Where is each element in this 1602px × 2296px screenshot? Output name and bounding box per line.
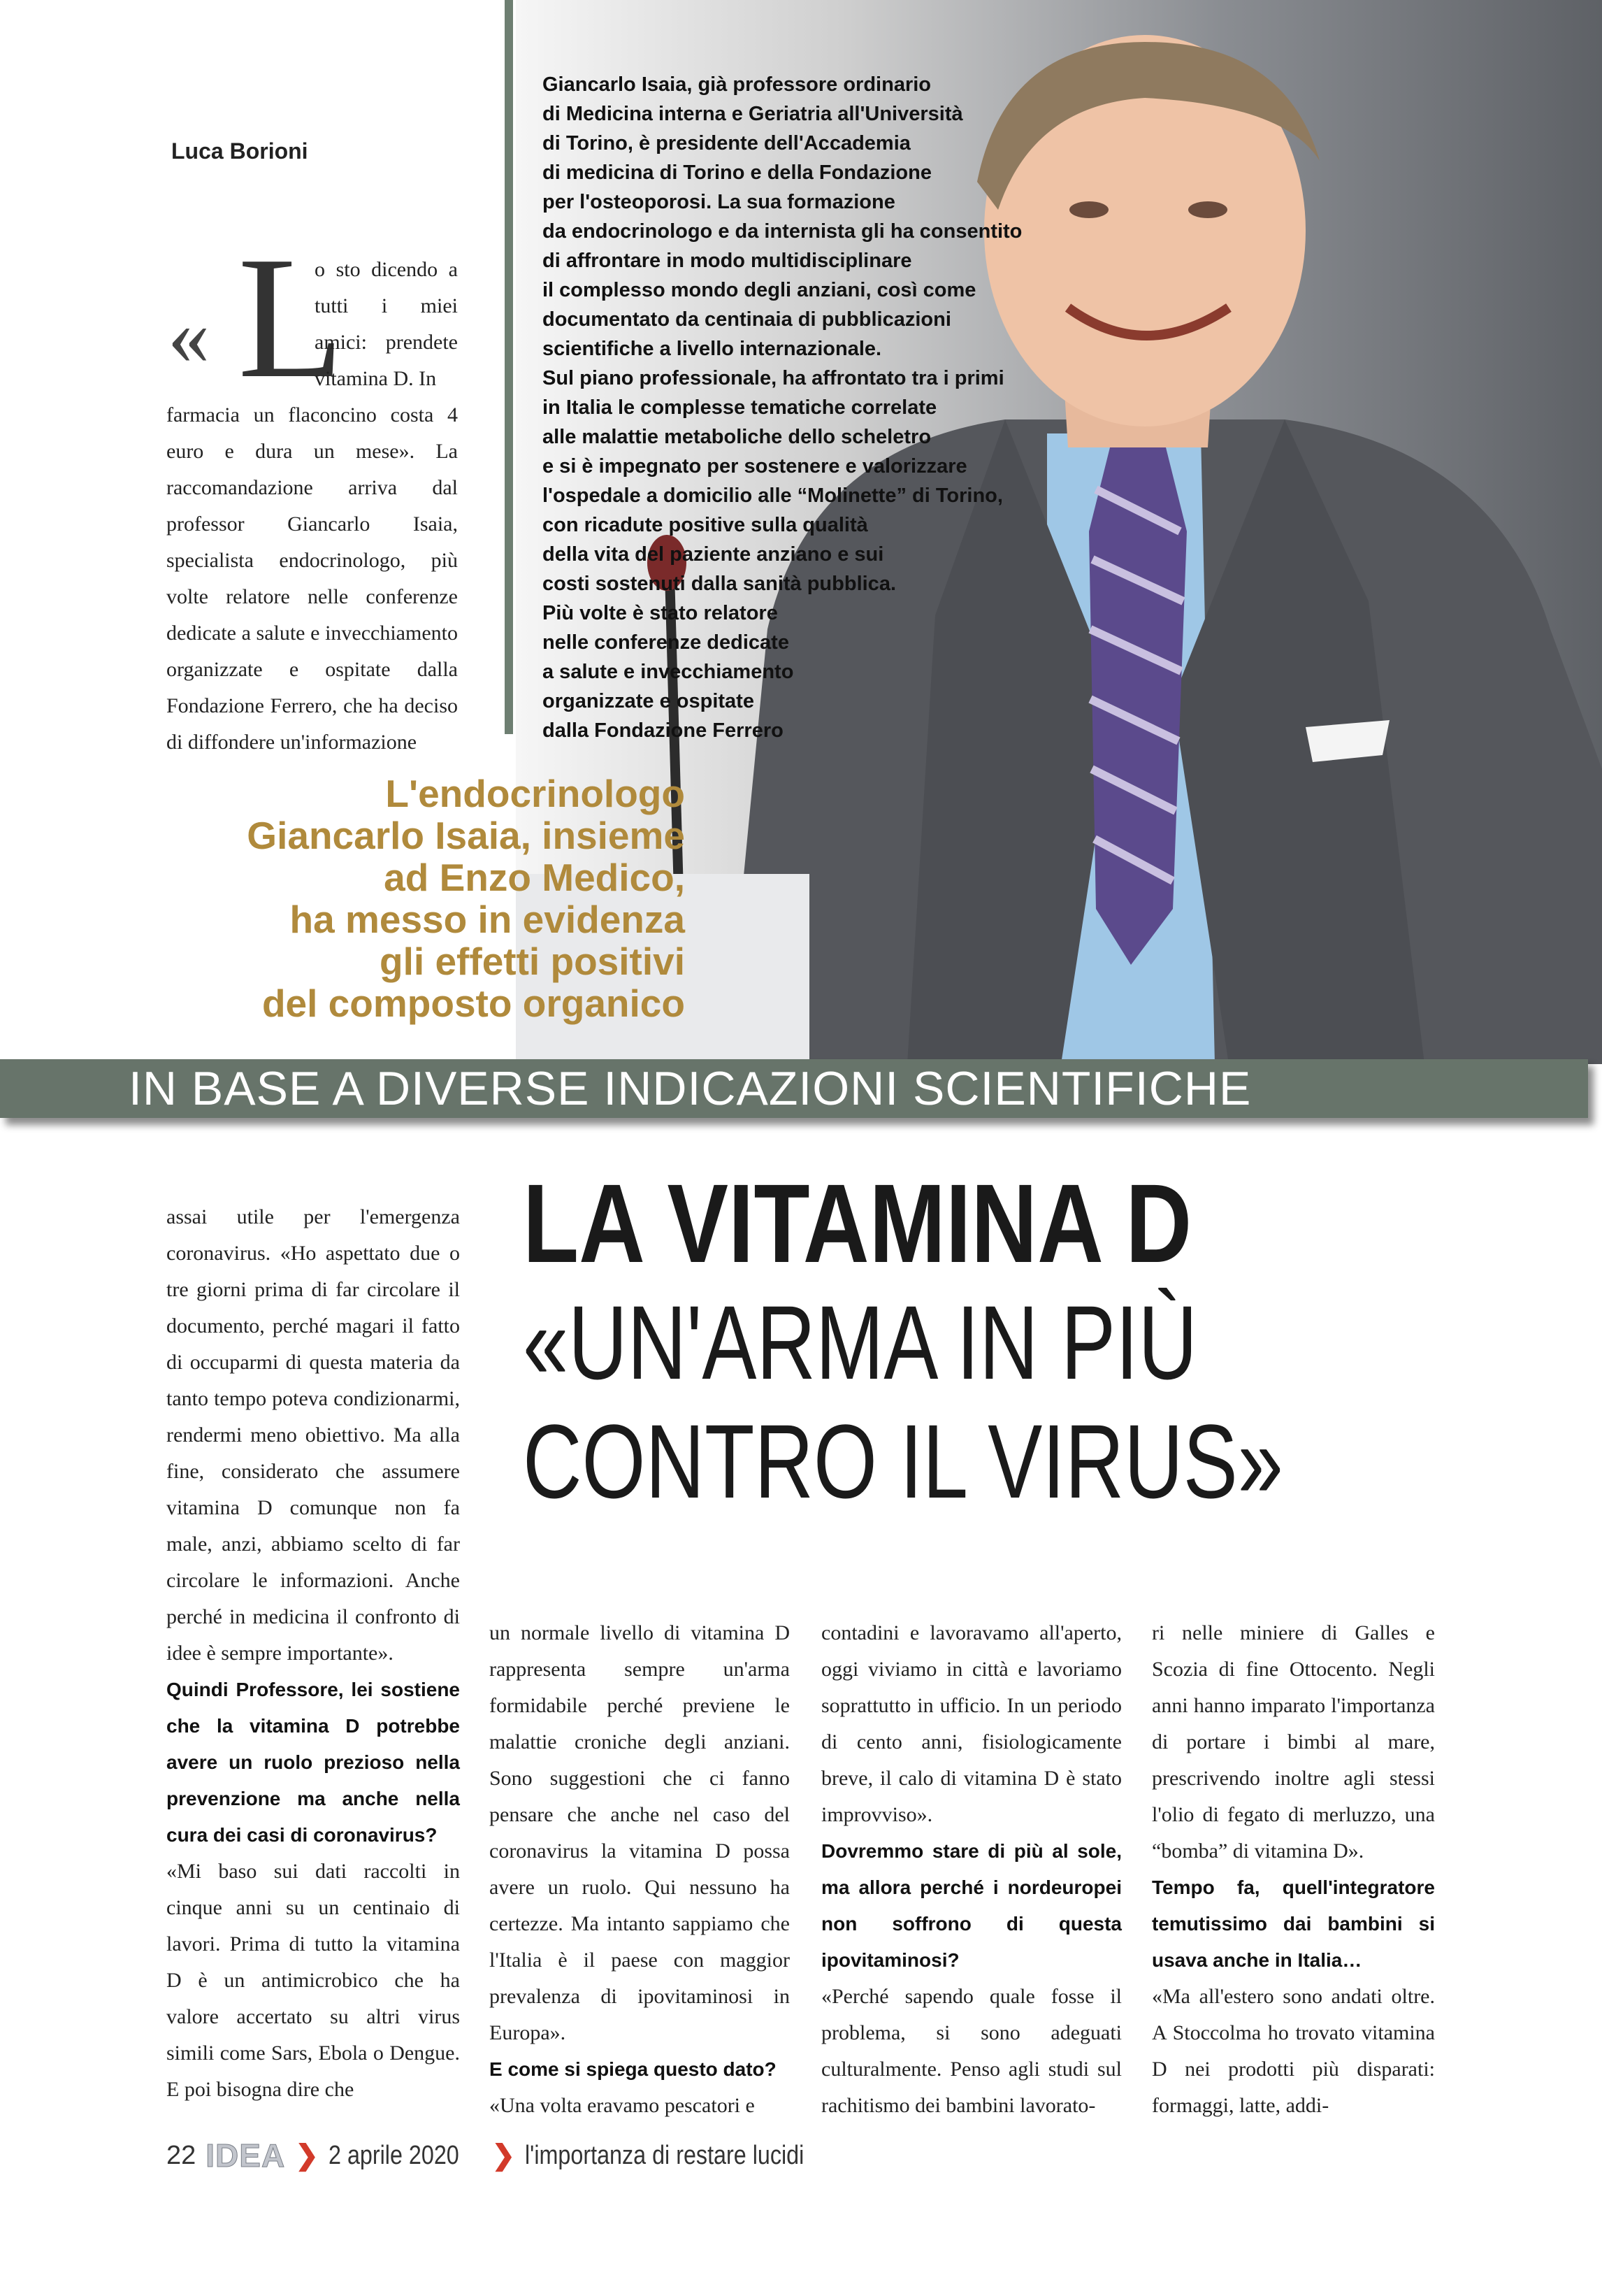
paragraph: assai utile per l'emergenza coronavirus. «Ho aspettato due o tre giorni prima di far circolare il documento, perché magari il fatto di occuparmi di questa materia da tanto tempo poteva condizionarmi, rendermi meno obiettivo. Ma alla fine, considerato che assumere vitamina D comunque non fa male, anzi, abbiamo scelto di far circolare le informazioni. Anche perché in medicina il confronto di idee è sempre importante». [166, 1205, 460, 1665]
article-column-3 [821, 1615, 1122, 2124]
issue-slogan: l'importanza di restare lucidi [524, 2140, 804, 2170]
intro-paragraph: farmacia un flaconcino costa 4 euro e dura un mese». La raccomandazione arriva dal professor Giancarlo Isaia, specialista endocrinologo, più volte relatore nelle conferenze dedicate a salute e invecchiamento organizzate e ospitate dalla Fondazione Ferrero, che ha deciso di diffondere un'informazione [166, 403, 458, 754]
caption-line: documentato da centinaia di pubblicazioni [542, 308, 951, 331]
drop-cap: L [238, 221, 345, 415]
caption-line: per l'osteoporosi. La sua formazione [542, 191, 895, 213]
page-footer [166, 2138, 853, 2173]
pull-quote-line: ha messo in evidenza [289, 898, 685, 941]
pull-quote-line: del composto organico [261, 982, 685, 1025]
caption-line: Giancarlo Isaia, già professore ordinario [542, 73, 932, 96]
headline-line-2: «UN'ARMA IN PIÙ [523, 1284, 1198, 1401]
pull-quote-line: L'endocrinologo [385, 772, 685, 815]
caption-line: l'ospedale a domicilio alle “Molinette” di Torino, [542, 485, 1003, 507]
caption-line: organizzate e ospitate [542, 690, 754, 712]
section-band-title: IN BASE A DIVERSE INDICAZIONI SCIENTIFICHE [129, 1062, 1252, 1115]
caption-line: di Medicina interna e Geriatria all'Università [542, 103, 963, 125]
interview-question: Dovremmo stare di più al sole, ma allora perché i nordeuropei non soffrono di questa ipovitaminosi? [821, 1840, 1122, 1971]
caption-line: Sul piano professionale, ha affrontato tra i primi [542, 367, 1004, 389]
caption-line: dalla Fondazione Ferrero [542, 719, 784, 742]
caption-line: e si è impegnato per sostenere e valorizzare [542, 455, 967, 478]
paragraph: contadini e lavoravamo all'aperto, oggi viviamo in città e lavoriamo soprattutto in ufficio. In un periodo di cento anni, fisiologicamente breve, il calo di vitamina D è stato improvviso». [821, 1621, 1122, 1826]
intro-first-lines: o sto dicendo a tutti i miei amici: prendete vitamina D. In [315, 258, 458, 390]
paragraph: «Una volta eravamo pescatori e [489, 2094, 755, 2117]
article-column-4 [1152, 1615, 1435, 2124]
caption-line: di Torino, è presidente dell'Accademia [542, 132, 911, 155]
caption-line: Più volte è stato relatore [542, 602, 778, 624]
caption-line: in Italia le complesse tematiche correlate [542, 396, 937, 419]
byline: Luca Borioni [171, 138, 308, 164]
chevron-right-icon: ❯ [295, 2140, 319, 2171]
pull-quote-line: gli effetti positivi [380, 940, 685, 983]
caption-line: con ricadute positive sulla qualità [542, 514, 868, 536]
issue-date: 2 aprile 2020 [328, 2140, 459, 2170]
interview-question: Quindi Professore, lei sostiene che la vitamina D potrebbe avere un ruolo prezioso nella prevenzione ma anche nella cura dei casi di coronavirus? [166, 1679, 460, 1846]
caption-line: costi sostenuti dalla sanità pubblica. [542, 573, 896, 595]
caption-line: a salute e invecchiamento [542, 661, 794, 683]
headline-line-3: CONTRO IL VIRUS» [523, 1402, 1283, 1520]
column-divider [505, 0, 513, 734]
headline [523, 1161, 1571, 1521]
caption-line: da endocrinologo e da internista gli ha consentito [542, 220, 1023, 243]
magazine-logo: IDEA [205, 2137, 286, 2174]
photo-caption [542, 70, 1046, 745]
page-number: 22 [166, 2140, 196, 2170]
caption-line: nelle conferenze dedicate [542, 631, 789, 654]
caption-line: alle malattie metaboliche dello scheletro [542, 426, 932, 448]
paragraph: «Perché sapendo quale fosse il problema, si sono adeguati culturalmente. Penso agli studi sul rachitismo dei bambini lavorato- [821, 1985, 1122, 2117]
paragraph: un normale livello di vitamina D rappresenta sempre un'arma formidabile perché previene le malattie croniche degli anziani. Sono suggestioni che ci fanno pensare che anche nel caso del coronavirus la vitamina D possa avere un ruolo. Qui nessuno ha certezze. Ma intanto sappiamo che l'Italia è il paese con maggior prevalenza di ipovitaminosi in Europa». [489, 1621, 790, 2044]
headline-line-1: LA VITAMINA D [523, 1161, 1192, 1286]
caption-line: di medicina di Torino e della Fondazione [542, 162, 932, 184]
caption-line: di affrontare in modo multidisciplinare [542, 250, 912, 272]
article-column-1 [166, 1199, 460, 2108]
caption-line: il complesso mondo degli anziani, così come [542, 279, 976, 301]
interview-question: E come si spiega questo dato? [489, 2058, 777, 2080]
article-column-2 [489, 1615, 790, 2124]
paragraph: ri nelle miniere di Galles e Scozia di fine Ottocento. Negli anni hanno imparato l'importanza di portare i bimbi al mare, prescrivendo inoltre agli stessi l'olio di fegato di merluzzo, una “bomba” di vitamina D». [1152, 1621, 1435, 1863]
paragraph: «Ma all'estero sono andati oltre. A Stoccolma ho trovato vitamina D nei prodotti più disparati: formaggi, latte, addi- [1152, 1985, 1435, 2117]
pull-quote [70, 773, 685, 1024]
chevron-right-icon: ❯ [491, 2140, 515, 2171]
interview-question: Tempo fa, quell'integratore temutissimo dai bambini si usava anche in Italia… [1152, 1877, 1435, 1971]
caption-line: scientifiche a livello internazionale. [542, 338, 882, 360]
paragraph: «Mi baso sui dati raccolti in cinque anni su un centinaio di lavori. Prima di tutto la vitamina D è un antimicrobico che ha valore accertato su altri virus simili come Sars, Ebola o Dengue. E poi bisogna dire che [166, 1860, 460, 2101]
drop-quote-mark: « [168, 289, 210, 382]
caption-line: della vita del paziente anziano e sui [542, 543, 884, 566]
pull-quote-line: ad Enzo Medico, [384, 856, 685, 899]
pull-quote-line: Giancarlo Isaia, insieme [247, 814, 685, 857]
